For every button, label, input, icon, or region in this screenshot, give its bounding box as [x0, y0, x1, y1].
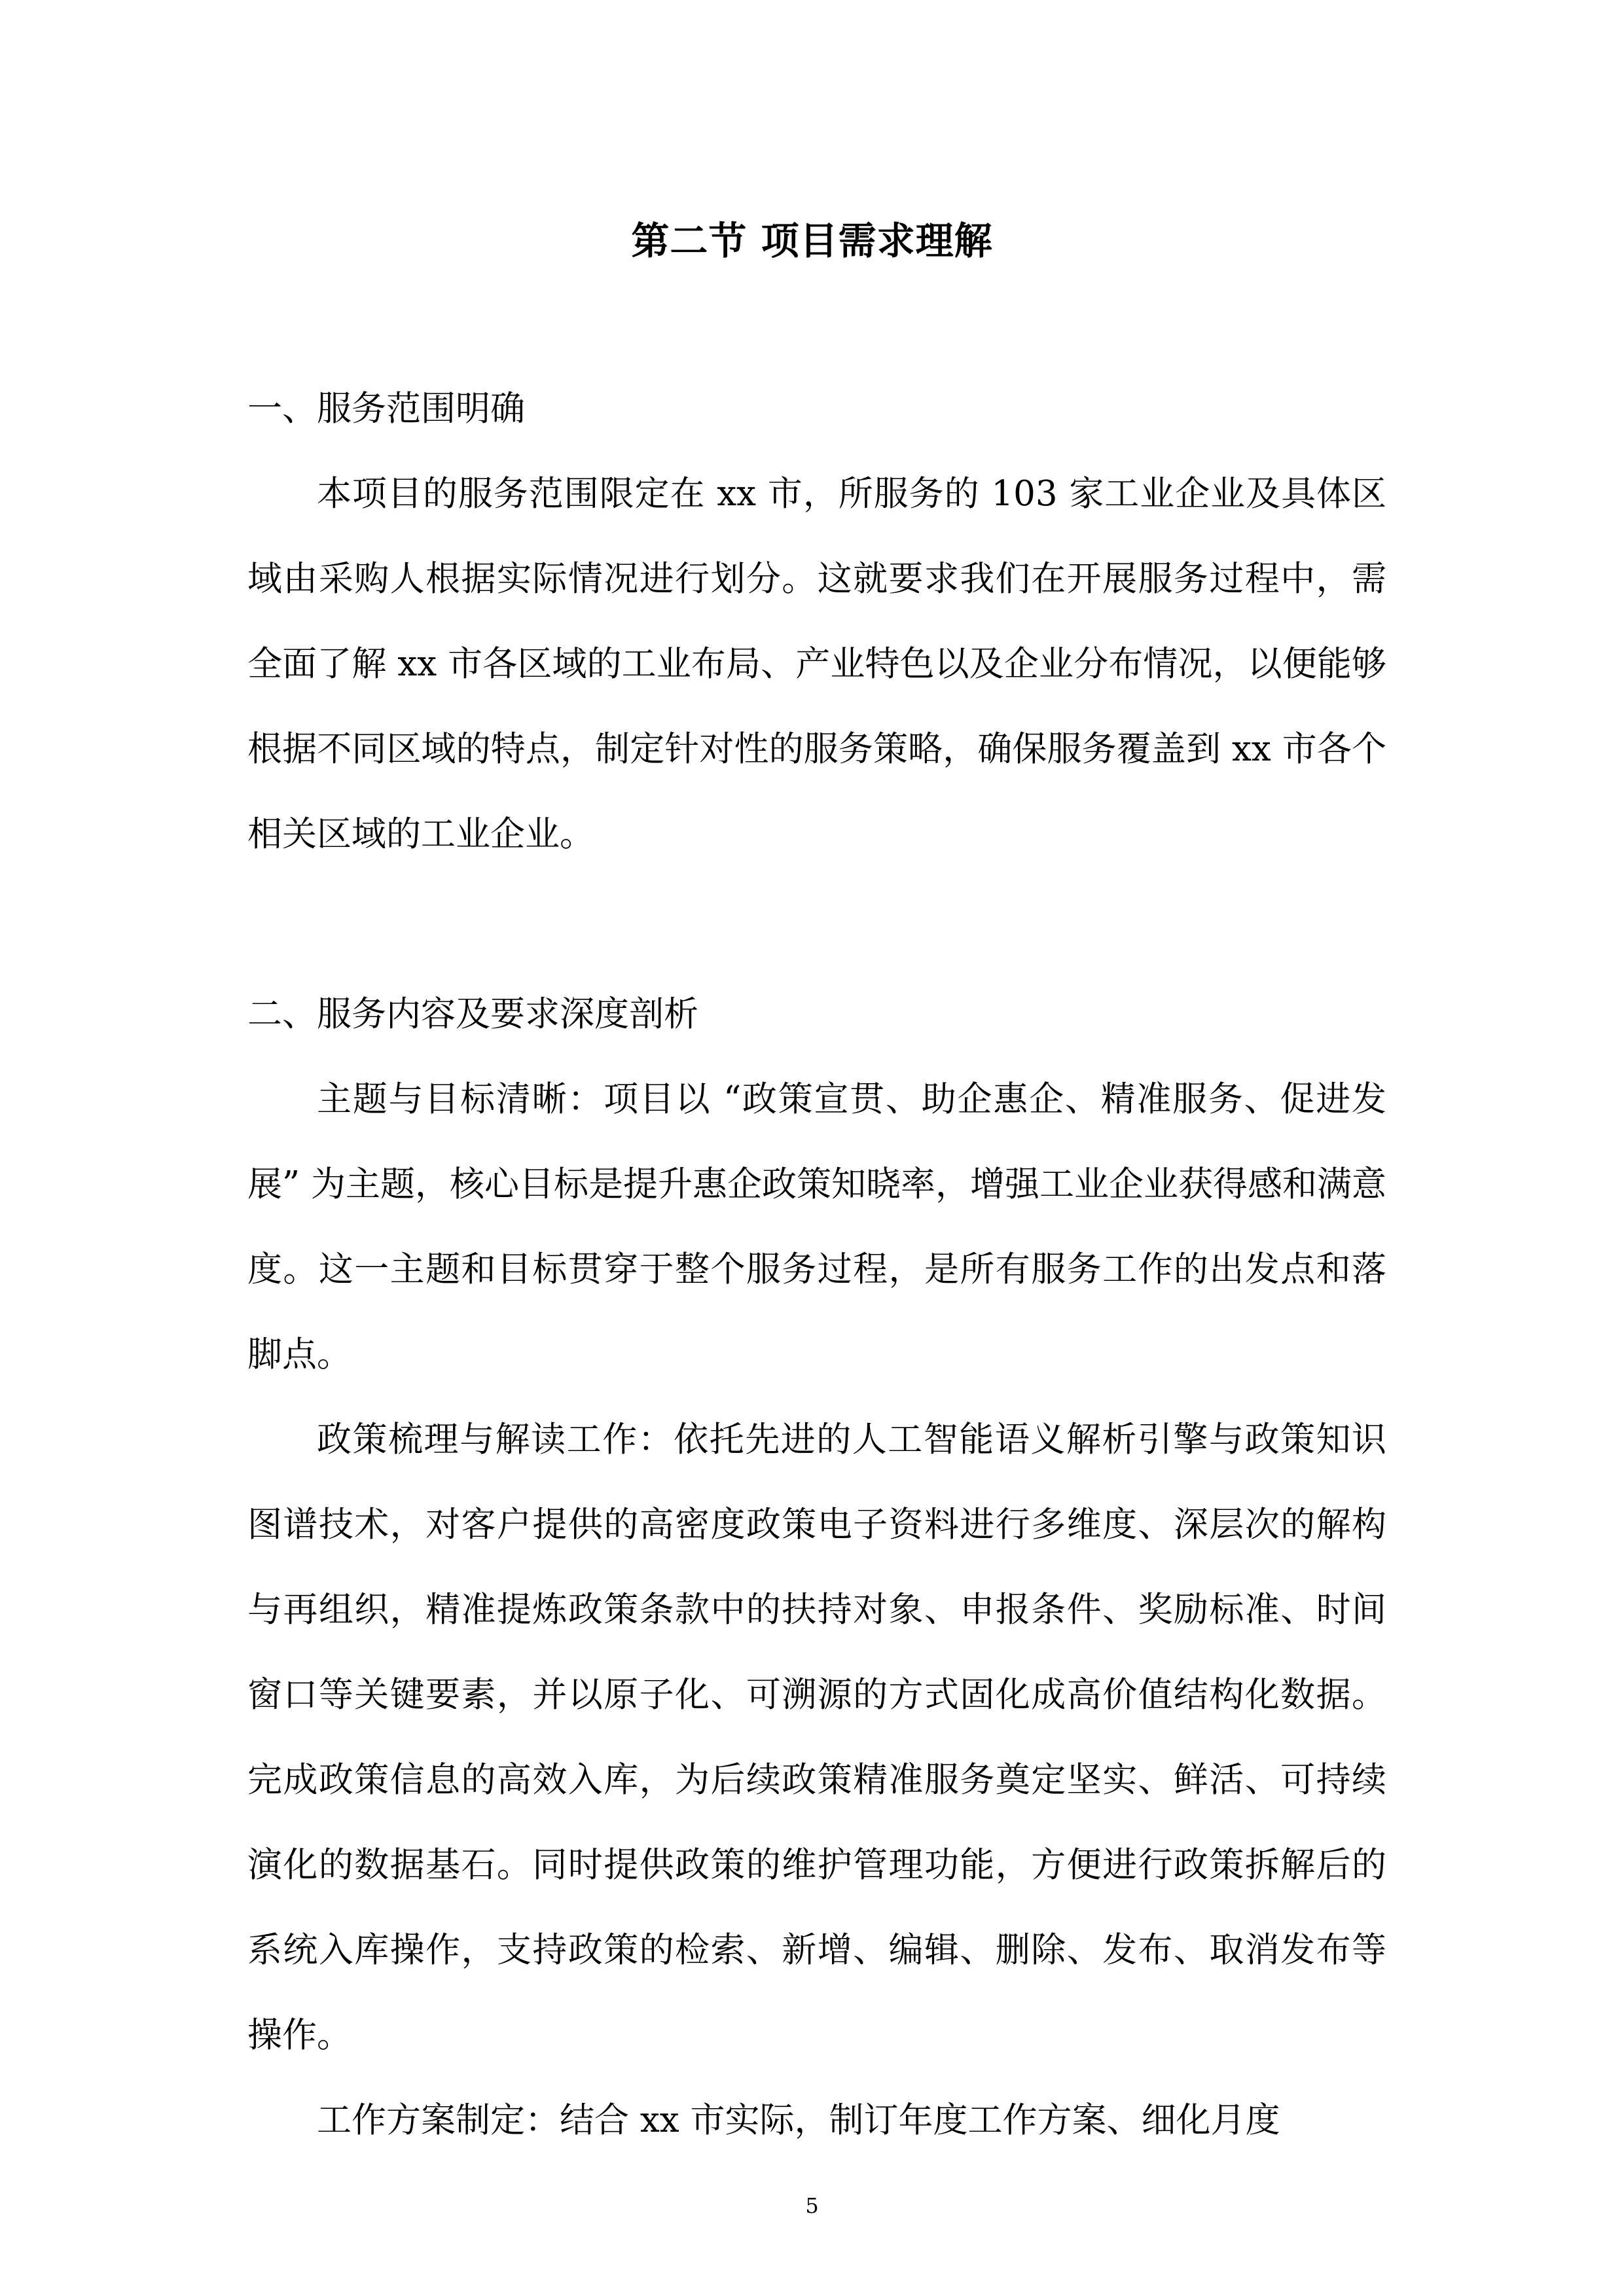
heading-service-content: 二、服务内容及要求深度剖析 — [247, 994, 698, 1034]
document-body — [247, 367, 1386, 2163]
section-title: 第二节 项目需求理解 — [631, 219, 993, 263]
paragraph-policy-analysis: 政策梳理与解读工作：依托先进的人工智能语义解析引擎与政策知识图谱技术，对客户提供的高密度政策电子资料进行多维度、深层次的解构与再组织，精准提炼政策条款中的扶持对象、申报条件、奖励标准、时间窗口等关键要素，并以原子化、可溯源的方式固化成高价值结构化数据。完成政策信息的高效入库，为后续政策精准服务奠定坚实、鲜活、可持续演化的数据基石。同时提供政策的维护管理功能，方便进行政策拆解后的系统入库操作，支持政策的检索、新增、编辑、删除、发布、取消发布等操作。 — [247, 1420, 1386, 2055]
paragraph-work-plan: 工作方案制定：结合 xx 市实际，制订年度工作方案、细化月度 — [317, 2100, 1280, 2140]
paragraph-service-scope: 本项目的服务范围限定在 xx 市，所服务的 103 家工业企业及具体区域由采购人根据实际情况进行划分。这就要求我们在开展服务过程中，需全面了解 xx 市各区域的工业布局、产业特色以及企业分布情况，以便能够根据不同区域的特点，制定针对性的服务策略，确保服务覆盖到 xx 市各个相关区域的工业企业。 — [247, 474, 1386, 854]
heading-service-scope: 一、服务范围明确 — [247, 389, 525, 429]
paragraph-theme-goal: 主题与目标清晰：项目以 “政策宣贯、助企惠企、精准服务、促进发展” 为主题，核心目标是提升惠企政策知晓率，增强工业企业获得感和满意度。这一主题和目标贯穿于整个服务过程，是所有服务工作的出发点和落脚点。 — [247, 1079, 1386, 1374]
page-number: 5 — [805, 2193, 819, 2218]
